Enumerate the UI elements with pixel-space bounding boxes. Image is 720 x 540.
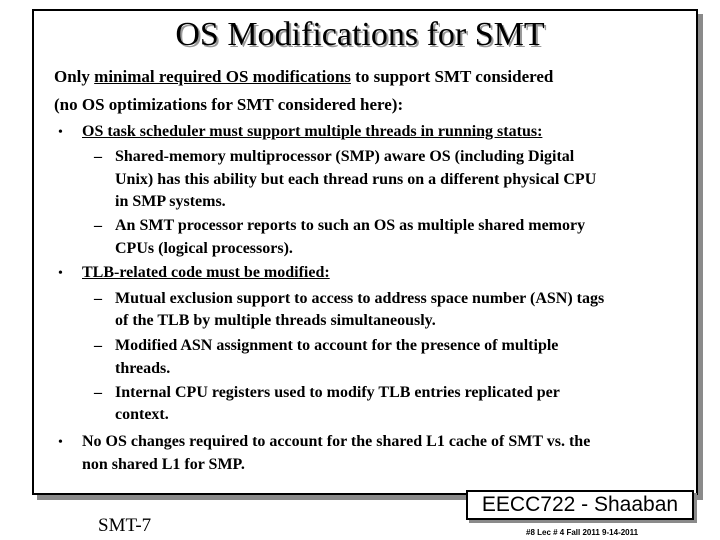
sub-bullet-line: threads. — [115, 360, 171, 377]
intro-line-2: (no OS optimizations for SMT considered here): — [54, 95, 404, 114]
slide-title: OS Modifications for SMT — [175, 16, 545, 53]
bullet-heading-continuation: non shared L1 for SMP. — [82, 456, 245, 473]
sub-bullet-line: of the TLB by multiple threads simultaneously. — [115, 312, 436, 329]
sub-bullet-line: Shared-memory multiprocessor (SMP) aware OS (including Digital — [115, 148, 575, 165]
sub-bullet-line: in SMP systems. — [115, 193, 226, 210]
sub-bullet-line: context. — [115, 406, 169, 423]
slide-id: SMT-7 — [98, 515, 152, 536]
sub-bullet-line: Modified ASN assignment to account for the presence of multiple — [115, 337, 559, 354]
sub-bullet-line: An SMT processor reports to such an OS as multiple shared memory — [115, 217, 586, 234]
intro-underlined-text: minimal required OS modifications — [94, 67, 351, 86]
bullet-marker: • — [58, 266, 63, 281]
intro-text: Only — [54, 67, 95, 86]
sub-bullet-dash: – — [94, 148, 102, 165]
lecture-meta: #8 Lec # 4 Fall 2011 9-14-2011 — [526, 528, 639, 537]
bullet-marker: • — [58, 125, 63, 140]
bullet-heading: TLB-related code must be modified: — [82, 264, 330, 281]
sub-bullet-dash: – — [94, 337, 102, 354]
intro-line-1 — [54, 67, 553, 87]
sub-bullet-dash: – — [94, 290, 102, 307]
bullet-heading: OS task scheduler must support multiple threads in running status: — [82, 123, 543, 140]
sub-bullet-line: Mutual exclusion support to access to address space number (ASN) tags — [115, 290, 605, 307]
bullet-marker: • — [58, 435, 63, 450]
sub-bullet-dash: – — [94, 384, 102, 401]
intro-text: to support SMT considered — [350, 67, 554, 86]
sub-bullet-line: CPUs (logical processors). — [115, 240, 293, 257]
sub-bullet-line: Internal CPU registers used to modify TLB entries replicated per — [115, 384, 560, 401]
sub-bullet-line: Unix) has this ability but each thread runs on a different physical CPU — [115, 171, 597, 188]
sub-bullet-dash: – — [94, 217, 102, 234]
bullet-heading: No OS changes required to account for the shared L1 cache of SMT vs. the — [82, 433, 591, 450]
course-brand-box: EECC722 - Shaaban — [466, 490, 694, 520]
